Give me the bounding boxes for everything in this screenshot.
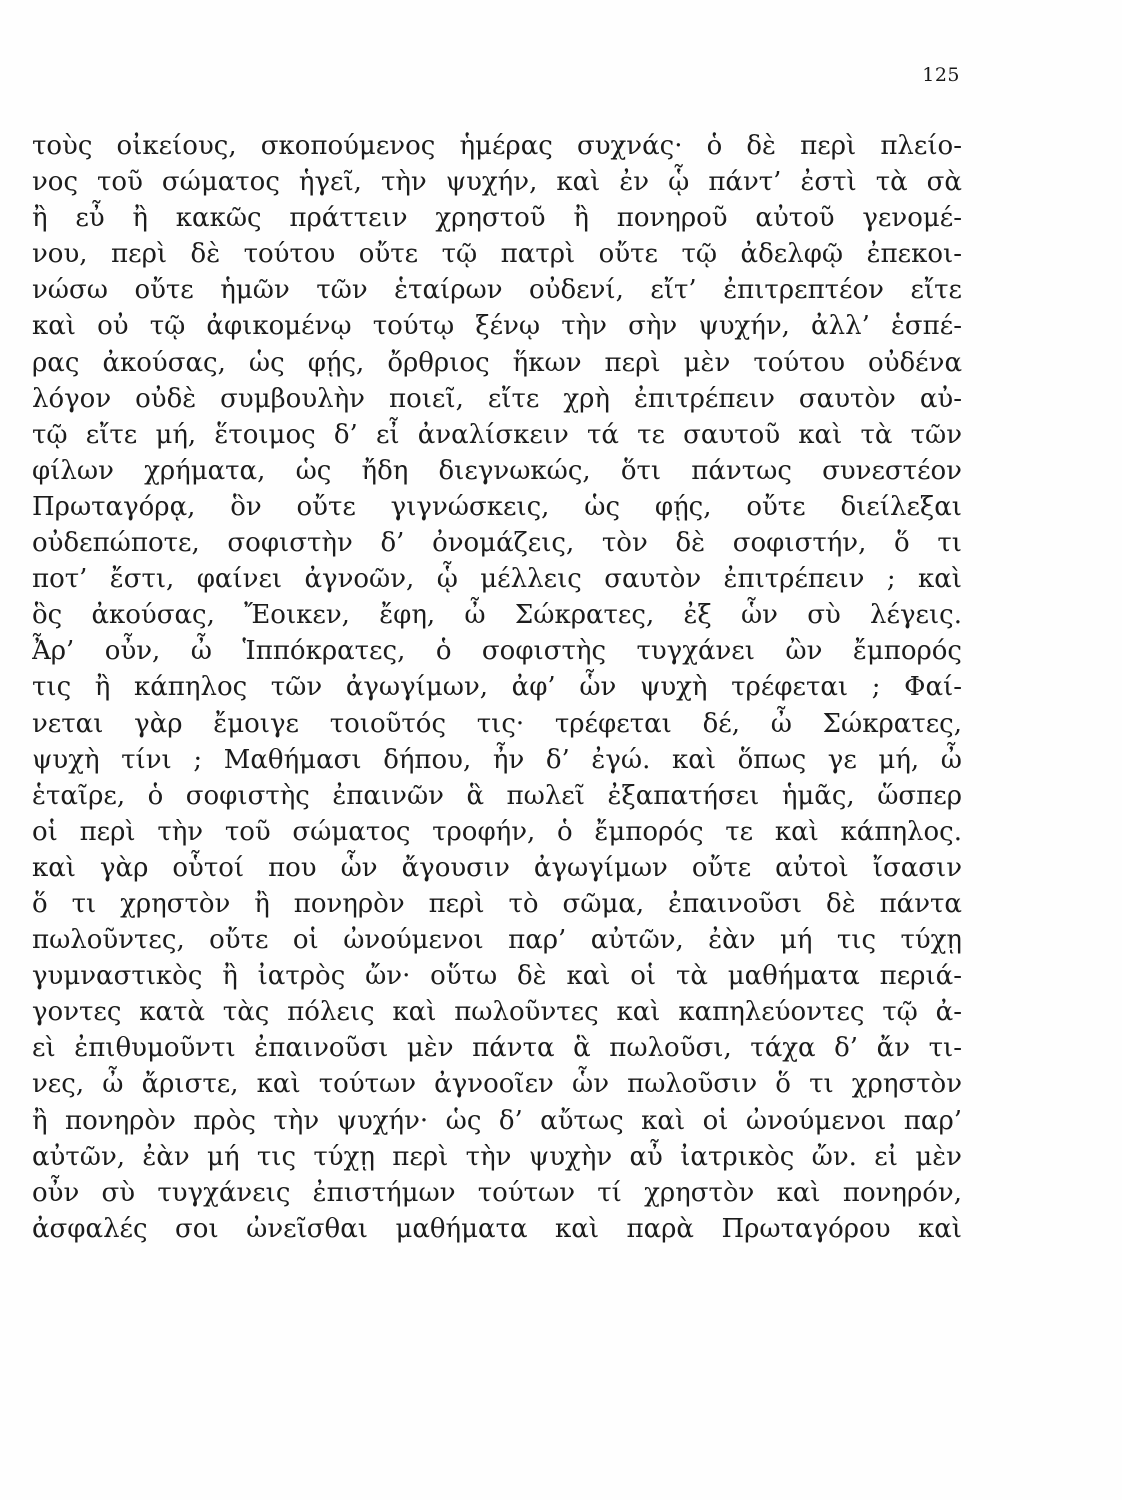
text-line: ἀσφαλές σοι ὠνεῖσθαι μαθήματα καὶ παρὰ Πρωταγόρου καὶ <box>32 1213 962 1244</box>
text-line: πωλοῦντες, οὔτε οἱ ὠνούμενοι παρ’ αὐτῶν, ἐὰν μή τις τύχῃ <box>32 925 962 956</box>
text-line: Πρωταγόρᾳ, ὃν οὔτε γιγνώσκεις, ὡς φῄς, οὔτε διείλεξαι <box>32 491 962 522</box>
text-line: ὅ τι χρηστὸν ἢ πονηρὸν περὶ τὸ σῶμα, ἐπαινοῦσι δὲ πάντα <box>32 888 962 919</box>
text-line: τις ἢ κάπηλος τῶν ἀγωγίμων, ἀφ’ ὧν ψυχὴ τρέφεται ; Φαί- <box>32 672 962 703</box>
text-line: γυμναστικὸς ἢ ἰατρὸς ὤν· οὕτω δὲ καὶ οἱ τὰ μαθήματα περιά- <box>32 961 962 992</box>
text-line: νος τοῦ σώματος ἡγεῖ, τὴν ψυχήν, καὶ ἐν ᾧ πάντ’ ἐστὶ τὰ σὰ <box>32 167 962 198</box>
text-line: ἑταῖρε, ὁ σοφιστὴς ἐπαινῶν ἃ πωλεῖ ἐξαπατήσει ἡμᾶς, ὥσπερ <box>32 780 962 811</box>
text-line: τῷ εἴτε μή, ἕτοιμος δ’ εἶ ἀναλίσκειν τά τε σαυτοῦ καὶ τὰ τῶν <box>32 419 962 450</box>
text-line: καὶ γὰρ οὗτοί που ὧν ἄγουσιν ἀγωγίμων οὔτε αὐτοὶ ἴσασιν <box>32 852 962 883</box>
text-line: εὶ ἐπιθυμοῦντι ἐπαινοῦσι μὲν πάντα ἃ πωλοῦσι, τάχα δ’ ἄν τι- <box>32 1033 962 1064</box>
text-line: ἢ πονηρὸν πρὸς τὴν ψυχήν· ὡς δ’ αὔτως καὶ οἱ ὠνούμενοι παρ’ <box>32 1105 962 1136</box>
text-line: οὐδεπώποτε, σοφιστὴν δ’ ὀνομάζεις, τὸν δὲ σοφιστήν, ὅ τι <box>32 528 962 559</box>
text-line: ρας ἀκούσας, ὡς φῄς, ὄρθριος ἥκων περὶ μὲν τούτου οὐδένα <box>32 347 962 378</box>
text-line: καὶ οὐ τῷ ἀφικομένῳ τούτῳ ξένῳ τὴν σὴν ψυχήν, ἀλλ’ ἑσπέ- <box>32 311 962 342</box>
text-line: οἱ περὶ τὴν τοῦ σώματος τροφήν, ὁ ἔμπορός τε καὶ κάπηλος. <box>32 816 962 847</box>
text-line: οὖν σὺ τυγχάνεις ἐπιστήμων τούτων τί χρηστὸν καὶ πονηρόν, <box>32 1177 962 1208</box>
text-line: λόγον οὐδὲ συμβουλὴν ποιεῖ, εἴτε χρὴ ἐπιτρέπειν σαυτὸν αὐ- <box>32 383 962 414</box>
text-line: νου, περὶ δὲ τούτου οὔτε τῷ πατρὶ οὔτε τῷ ἀδελφῷ ἐπεκοι- <box>32 239 962 270</box>
text-line: νώσω οὔτε ἡμῶν τῶν ἑταίρων οὐδενί, εἴτ’ ἐπιτρεπτέον εἴτε <box>32 275 962 306</box>
text-line: αὐτῶν, ἐὰν μή τις τύχῃ περὶ τὴν ψυχὴν αὖ ἰατρικὸς ὤν. εἰ μὲν <box>32 1141 962 1172</box>
text-line: τοὺς οἰκείους, σκοπούμενος ἡμέρας συχνάς· ὁ δὲ περὶ πλείο- <box>32 131 962 161</box>
text-line: ἢ εὖ ἢ κακῶς πράττειν χρηστοῦ ἢ πονηροῦ αὐτοῦ γενομέ- <box>32 203 962 234</box>
text-line: φίλων χρήματα, ὡς ἤδη διεγνωκώς, ὅτι πάντως συνεστέον <box>32 455 962 486</box>
text-line: ὃς ἀκούσας, Ἔοικεν, ἔφη, ὦ Σώκρατες, ἐξ ὧν σὺ λέγεις. <box>32 600 962 631</box>
text-line: νεται γὰρ ἔμοιγε τοιοῦτός τις· τρέφεται δέ, ὦ Σώκρατες, <box>32 708 962 739</box>
text-line: ποτ’ ἔστι, φαίνει ἀγνοῶν, ᾧ μέλλεις σαυτὸν ἐπιτρέπειν ; καὶ <box>32 564 962 595</box>
page-number: 125 <box>922 64 960 86</box>
text-line: Ἆρ’ οὖν, ὦ Ἱππόκρατες, ὁ σοφιστὴς τυγχάνει ὢν ἔμπορός <box>32 636 962 667</box>
body-text <box>32 128 962 1247</box>
text-line: νες, ὦ ἄριστε, καὶ τούτων ἀγνοοῖεν ὧν πωλοῦσιν ὅ τι χρηστὸν <box>32 1069 962 1100</box>
text-line: ψυχὴ τίνι ; Μαθήμασι δήπου, ἦν δ’ ἐγώ. καὶ ὅπως γε μή, ὦ <box>32 744 962 775</box>
text-line: γοντες κατὰ τὰς πόλεις καὶ πωλοῦντες καὶ καπηλεύοντες τῷ ἀ- <box>32 997 962 1028</box>
